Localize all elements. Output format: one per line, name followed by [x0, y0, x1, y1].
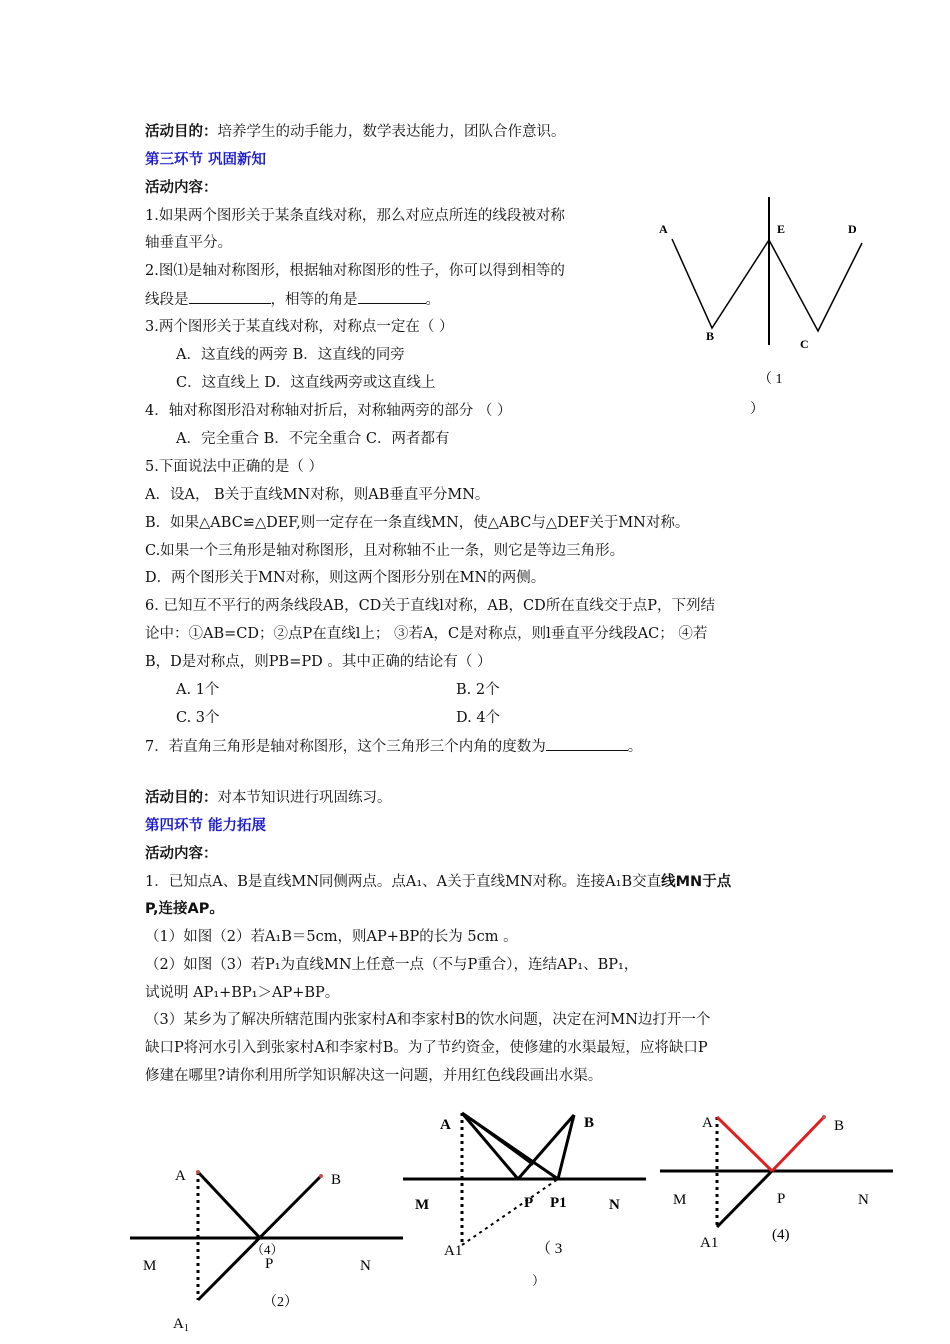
dotted-a1p1 — [462, 1179, 558, 1245]
segment-ap — [198, 1172, 260, 1238]
p1-sub-1: （1）如图（2）若A₁B＝5cm，则AP+BP的长为 5cm 。 — [145, 929, 518, 945]
label-n: N — [858, 1192, 869, 1208]
q5-option-a: A．设A， B关于直线MN对称，则AB垂直平分MN。 — [145, 487, 490, 503]
q6-line-1: 6. 已知互不平行的两条线段AB，CD关于直线l对称，AB，CD所在直线交于点P，下列结 — [145, 598, 716, 614]
segment-a1p — [717, 1171, 772, 1227]
purpose-text: 培养学生的动手能力，数学表达能力，团队合作意识。 — [217, 124, 566, 140]
q2-text-b: ，相等的角是 — [270, 292, 358, 308]
p1-sub-3-line-2: 缺口P将河水引入到张家村A和李家村B。为了节约资金，使修建的水渠最短，应将缺口P — [145, 1040, 708, 1056]
label-a: A — [659, 222, 668, 236]
label-a: A — [440, 1117, 451, 1133]
q7-end: 。 — [627, 739, 643, 755]
figure-1-caption-close: ） — [750, 402, 764, 417]
label-p: P — [265, 1256, 274, 1272]
label-b: B — [706, 329, 715, 343]
label-n: N — [360, 1258, 371, 1274]
q7-line — [145, 736, 642, 757]
label-e: E — [777, 222, 786, 236]
purpose-label-2: 活动目的： — [145, 790, 218, 806]
label-p1: P1 — [550, 1195, 567, 1211]
label-m: M — [415, 1197, 430, 1213]
q3-options-ab: A．这直线的两旁 B．这直线的同旁 — [176, 347, 405, 363]
q6-option-b: B. 2个 — [456, 682, 500, 698]
figure-4 — [658, 1105, 898, 1255]
label-d: D — [848, 222, 857, 236]
p1-sub-2: （2）如图（3）若P₁为直线MN上任意一点（不与P重合），连结AP₁、BP₁， — [145, 957, 639, 973]
point-b — [319, 1174, 323, 1178]
label-b: B — [331, 1172, 342, 1188]
p1-line-1 — [145, 872, 731, 892]
w-polyline — [672, 239, 862, 331]
figure-3-caption: （ 3 — [536, 1241, 563, 1257]
label-p: P — [777, 1191, 786, 1207]
q2-text-a: 线段是 — [145, 292, 189, 308]
p1-line-2: P,连接AP。 — [145, 901, 224, 917]
label-m: M — [673, 1192, 687, 1208]
label-p: P — [524, 1195, 534, 1211]
q6-option-c: C. 3个 — [176, 710, 220, 726]
p1-sub-2b: 试说明 AP₁+BP₁＞AP+BP。 — [145, 985, 340, 1001]
figure-3 — [398, 1105, 653, 1290]
q4-options: A．完全重合 B．不完全重合 C．两者都有 — [176, 431, 450, 447]
q1-line-2: 轴垂直平分。 — [145, 235, 232, 251]
q6-line-3: B，D是对称点，则PB=PD 。其中正确的结论有（ ） — [145, 654, 492, 670]
q6-option-d: D. 4个 — [456, 710, 501, 726]
answer-blank-angles[interactable] — [358, 289, 426, 304]
canal-ap — [717, 1117, 772, 1171]
point-a — [196, 1170, 200, 1174]
q2-line-1: 2.图⑴是轴对称图形，根据轴对称图形的性子，你可以得到相等的 — [145, 263, 565, 279]
q7-text: 7．若直角三角形是轴对称图形，这个三角形三个内角的度数为 — [145, 739, 546, 755]
label-c: C — [800, 337, 809, 351]
q3-options-cd: C．这直线上 D．这直线两旁或这直线上 — [176, 375, 436, 391]
section-4-heading: 第四环节 能力拓展 — [145, 818, 267, 834]
label-b: B — [584, 1115, 595, 1131]
q2-text-c: 。 — [425, 292, 440, 308]
stray-caption: （4） — [251, 1242, 284, 1257]
label-m: M — [143, 1258, 157, 1274]
label-n: N — [609, 1197, 620, 1213]
q5-option-c: C.如果一个三角形是轴对称图形，且对称轴不止一条，则它是等边三角形。 — [145, 543, 625, 559]
p1-line-1-text: 1．已知点A、B是直线MN同侧两点。点A₁、A关于直线MN对称。连接A₁B交直 — [145, 874, 662, 890]
answer-blank-angles-q7[interactable] — [546, 736, 628, 751]
q6-line-2: 论中：①AB=CD；②点P在直线l上； ③若A，C是对称点，则l垂直平分线段AC； ④若 — [145, 626, 708, 642]
label-a: A — [175, 1168, 186, 1184]
p1-line-1-bold: 线MN于点 — [661, 874, 732, 890]
q6-option-a: A. 1个 — [176, 682, 220, 698]
purpose-text-2: 对本节知识进行巩固练习。 — [217, 790, 392, 806]
q1-line-1: 1.如果两个图形关于某条直线对称，那么对应点所连的线段被对称 — [145, 208, 565, 224]
purpose-line-2 — [145, 788, 392, 808]
q2-line-2 — [145, 289, 440, 310]
p1-sub-3-line-1: （3）某乡为了解决所辖范围内张家村A和李家村B的饮水问题，决定在河MN边打开一个 — [145, 1012, 711, 1028]
q5-option-d: D．两个图形关于MN对称，则这两个图形分别在MN的两侧。 — [145, 570, 546, 586]
canal-pb — [772, 1117, 824, 1171]
point-b — [822, 1115, 826, 1119]
q5-option-b: B．如果△ABC≌△DEF,则一定存在一条直线MN，使△ABC与△DEF关于MN对称。 — [145, 515, 690, 531]
segment-a-inner — [462, 1113, 533, 1165]
label-a1: A1 — [444, 1243, 463, 1259]
label-a: A — [702, 1115, 713, 1131]
purpose-label: 活动目的： — [145, 124, 218, 140]
label-a1: $A_1$ — [173, 1316, 189, 1334]
content-label-3: 活动内容： — [145, 180, 218, 196]
section-3-heading: 第三环节 巩固新知 — [145, 152, 267, 168]
figure-1-w-shape — [650, 195, 870, 425]
answer-blank-segments[interactable] — [189, 289, 271, 304]
p1-sub-3-line-3: 修建在哪里?请你利用所学知识解决这一问题，并用红色线段画出水渠。 — [145, 1068, 603, 1084]
content-label-4: 活动内容： — [145, 846, 218, 862]
q3-stem: 3.两个图形关于某直线对称，对称点一定在（ ） — [145, 319, 454, 335]
q5-stem: 5.下面说法中正确的是（ ） — [145, 459, 323, 475]
figure-1-caption: （ 1 — [758, 372, 783, 387]
figure-2 — [125, 1160, 410, 1340]
figure-4-caption: (4) — [772, 1227, 790, 1243]
purpose-line-1 — [145, 122, 566, 142]
label-a1: A1 — [700, 1235, 719, 1251]
q4-stem: 4．轴对称图形沿对称轴对折后，对称轴两旁的部分 （ ） — [145, 403, 512, 419]
figure-2-caption: （2） — [263, 1295, 298, 1310]
label-b: B — [834, 1118, 845, 1134]
figure-3-caption-close: ） — [532, 1273, 546, 1288]
